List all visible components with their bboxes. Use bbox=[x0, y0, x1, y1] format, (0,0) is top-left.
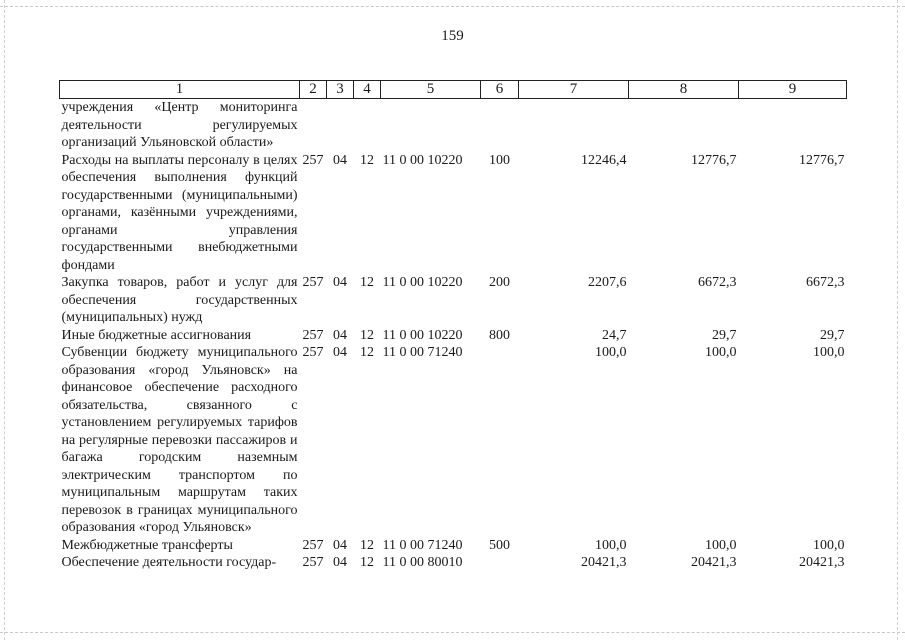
scan-edge-left bbox=[4, 0, 5, 640]
header-col-7: 7 bbox=[519, 81, 629, 99]
header-col-2: 2 bbox=[300, 81, 327, 99]
row-ministry: 257 bbox=[302, 327, 324, 343]
row-value-7 bbox=[519, 99, 629, 152]
row-ministry: 257 bbox=[302, 345, 324, 360]
row-subsection: 12 bbox=[360, 555, 374, 570]
budget-table bbox=[59, 80, 847, 572]
page-number: 159 bbox=[441, 28, 464, 44]
row-target-code: 11 0 00 10220 bbox=[382, 327, 463, 343]
row-subsection: 12 bbox=[360, 537, 374, 553]
row-value-9: 100,0 bbox=[813, 345, 845, 360]
row-subsection: 12 bbox=[360, 345, 374, 360]
row-value-8: 100,0 bbox=[705, 537, 737, 553]
row-description: Обеспечение деятельности государ- bbox=[61, 555, 277, 570]
row-expense-type bbox=[481, 554, 519, 572]
row-ministry: 257 bbox=[302, 275, 324, 290]
header-col-8: 8 bbox=[629, 81, 739, 99]
row-section bbox=[327, 99, 354, 152]
row-section: 04 bbox=[333, 275, 347, 290]
table-row bbox=[60, 554, 847, 572]
row-expense-type bbox=[481, 99, 519, 152]
row-value-7: 20421,3 bbox=[581, 555, 627, 570]
row-value-7: 100,0 bbox=[595, 345, 627, 360]
row-section: 04 bbox=[333, 327, 347, 343]
row-section: 04 bbox=[333, 345, 347, 360]
row-section: 04 bbox=[333, 537, 347, 553]
row-target-code bbox=[381, 99, 481, 152]
row-value-8: 6672,3 bbox=[698, 275, 737, 290]
table-row bbox=[60, 537, 847, 555]
row-subsection: 12 bbox=[360, 275, 374, 290]
row-value-9 bbox=[739, 99, 847, 152]
header-col-9: 9 bbox=[739, 81, 847, 99]
row-expense-type: 100 bbox=[489, 152, 510, 168]
row-expense-type: 500 bbox=[489, 537, 510, 553]
row-description: Закупка товаров, работ и услуг для обеспечения государственных (муниципальных) нужд bbox=[61, 275, 298, 325]
row-subsection bbox=[354, 99, 381, 152]
row-value-9: 29,7 bbox=[820, 327, 845, 343]
row-description: Субвенции бюджету муниципального образования «город Ульяновск» на финансовое обеспечение расходного обязательства, связанного с установлением регулируемых тарифов на регулярные перевозки пассажиров и багажа городским наземным электрическим транспортом по муниципальным маршрутам таких перевозок в границах муниципального образования «город Ульяновск» bbox=[61, 345, 298, 535]
row-section: 04 bbox=[333, 152, 347, 168]
row-value-9: 12776,7 bbox=[799, 152, 845, 168]
row-value-9: 100,0 bbox=[813, 537, 845, 553]
scan-edge-bottom bbox=[0, 632, 905, 633]
row-value-9: 6672,3 bbox=[806, 275, 845, 290]
row-target-code: 11 0 00 71240 bbox=[382, 345, 463, 360]
table-row bbox=[60, 274, 847, 327]
row-value-7: 100,0 bbox=[595, 537, 627, 553]
row-target-code: 11 0 00 10220 bbox=[382, 152, 463, 168]
row-ministry: 257 bbox=[302, 555, 324, 570]
row-subsection: 12 bbox=[360, 327, 374, 343]
row-ministry: 257 bbox=[302, 152, 324, 168]
row-expense-type: 800 bbox=[489, 327, 510, 343]
table-row bbox=[60, 152, 847, 275]
scan-edge-top bbox=[0, 6, 905, 7]
row-value-8 bbox=[629, 99, 739, 152]
row-value-7: 24,7 bbox=[602, 327, 627, 343]
table-row bbox=[60, 327, 847, 345]
header-col-1: 1 bbox=[60, 81, 300, 99]
table-row bbox=[60, 99, 847, 152]
row-description: Межбюджетные трансферты bbox=[61, 537, 233, 553]
row-description: учреждения «Центр мониторинга деятельности регулируемых организаций Ульяновской области» bbox=[61, 100, 298, 150]
row-ministry: 257 bbox=[302, 537, 324, 553]
table-row bbox=[60, 344, 847, 537]
row-value-8: 100,0 bbox=[705, 345, 737, 360]
row-value-9: 20421,3 bbox=[799, 555, 845, 570]
row-target-code: 11 0 00 10220 bbox=[382, 275, 463, 290]
header-col-4: 4 bbox=[354, 81, 381, 99]
row-value-8: 20421,3 bbox=[691, 555, 737, 570]
row-section: 04 bbox=[333, 555, 347, 570]
scan-edge-right bbox=[897, 0, 898, 640]
row-subsection: 12 bbox=[360, 152, 374, 168]
row-description: Иные бюджетные ассигнования bbox=[61, 327, 252, 343]
row-expense-type bbox=[481, 344, 519, 537]
row-expense-type: 200 bbox=[489, 275, 510, 290]
header-col-5: 5 bbox=[381, 81, 481, 99]
row-target-code: 11 0 00 80010 bbox=[382, 555, 463, 570]
row-target-code: 11 0 00 71240 bbox=[382, 537, 463, 553]
row-value-8: 12776,7 bbox=[691, 152, 737, 168]
row-value-7: 12246,4 bbox=[581, 152, 627, 168]
row-ministry bbox=[300, 99, 327, 152]
header-col-3: 3 bbox=[327, 81, 354, 99]
row-value-7: 2207,6 bbox=[588, 275, 627, 290]
row-description: Расходы на выплаты персоналу в целях обеспечения выполнения функций государственными (муниципальными) органами, казёнными учреждениями, органами управления государственными внебюджетными фондами bbox=[61, 152, 298, 273]
row-value-8: 29,7 bbox=[712, 327, 737, 343]
header-row bbox=[60, 81, 847, 99]
header-col-6: 6 bbox=[481, 81, 519, 99]
